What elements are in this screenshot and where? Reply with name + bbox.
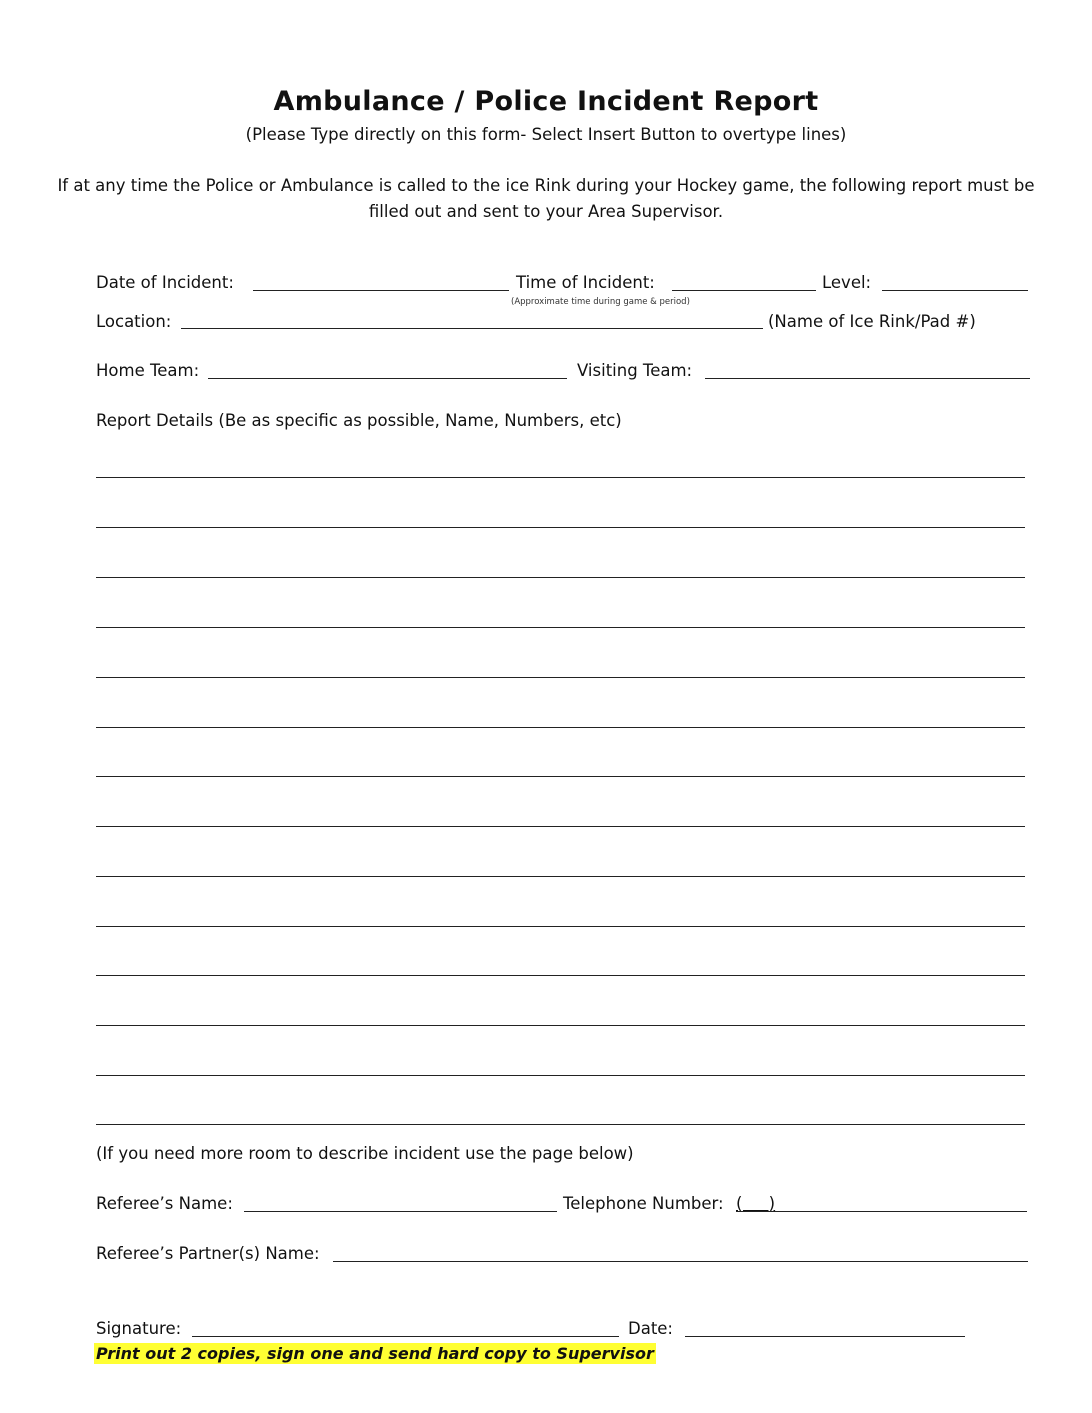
date-bottom-label: Date: <box>628 1319 673 1338</box>
report-details-label: Report Details (Be as specific as possible, Name, Numbers, etc) <box>96 411 622 430</box>
date-bottom-field[interactable] <box>685 1336 965 1337</box>
more-room-note: (If you need more room to describe incident use the page below) <box>96 1144 634 1163</box>
intro-text: If at any time the Police or Ambulance is called to the ice Rink during your Hockey game, the following report must be filled out and sent to your Area Supervisor. <box>57 176 1035 221</box>
date-of-incident-label: Date of Incident: <box>96 273 234 292</box>
report-details-line[interactable] <box>96 776 1025 777</box>
visiting-team-label: Visiting Team: <box>577 361 693 380</box>
home-team-label: Home Team: <box>96 361 200 380</box>
page-title: Ambulance / Police Incident Report <box>273 86 819 117</box>
telephone-field[interactable] <box>736 1211 1027 1212</box>
report-details-line[interactable] <box>96 1075 1025 1076</box>
report-details-line[interactable] <box>96 1025 1025 1026</box>
report-details-line[interactable] <box>96 826 1025 827</box>
report-details-line[interactable] <box>96 677 1025 678</box>
partner-name-field[interactable] <box>333 1261 1028 1262</box>
telephone-area-code: ( ) <box>736 1194 776 1213</box>
partner-name-label: Referee’s Partner(s) Name: <box>96 1244 320 1263</box>
location-field[interactable] <box>181 328 763 329</box>
time-of-incident-field[interactable] <box>672 290 816 291</box>
location-label: Location: <box>96 312 172 331</box>
referee-name-label: Referee’s Name: <box>96 1194 233 1213</box>
location-suffix: (Name of Ice Rink/Pad #) <box>768 312 976 331</box>
page-subtitle: (Please Type directly on this form- Select Insert Button to overtype lines) <box>245 125 847 144</box>
report-details-line[interactable] <box>96 527 1025 528</box>
signature-field[interactable] <box>192 1336 619 1337</box>
level-field[interactable] <box>882 290 1028 291</box>
referee-name-field[interactable] <box>244 1211 557 1212</box>
report-details-line[interactable] <box>96 926 1025 927</box>
level-label: Level: <box>822 273 872 292</box>
report-details-line[interactable] <box>96 876 1025 877</box>
report-details-line[interactable] <box>96 975 1025 976</box>
visiting-team-field[interactable] <box>705 378 1030 379</box>
time-note: (Approximate time during game & period) <box>511 297 690 307</box>
report-details-line[interactable] <box>96 477 1025 478</box>
report-details-line[interactable] <box>96 1124 1025 1125</box>
telephone-label: Telephone Number: <box>563 1194 724 1213</box>
report-details-line[interactable] <box>96 627 1025 628</box>
time-of-incident-label: Time of Incident: <box>516 273 655 292</box>
date-of-incident-field[interactable] <box>253 290 509 291</box>
home-team-field[interactable] <box>208 378 567 379</box>
print-instruction: Print out 2 copies, sign one and send hard copy to Supervisor <box>96 1344 654 1363</box>
signature-label: Signature: <box>96 1319 182 1338</box>
report-details-line[interactable] <box>96 727 1025 728</box>
report-details-line[interactable] <box>96 577 1025 578</box>
